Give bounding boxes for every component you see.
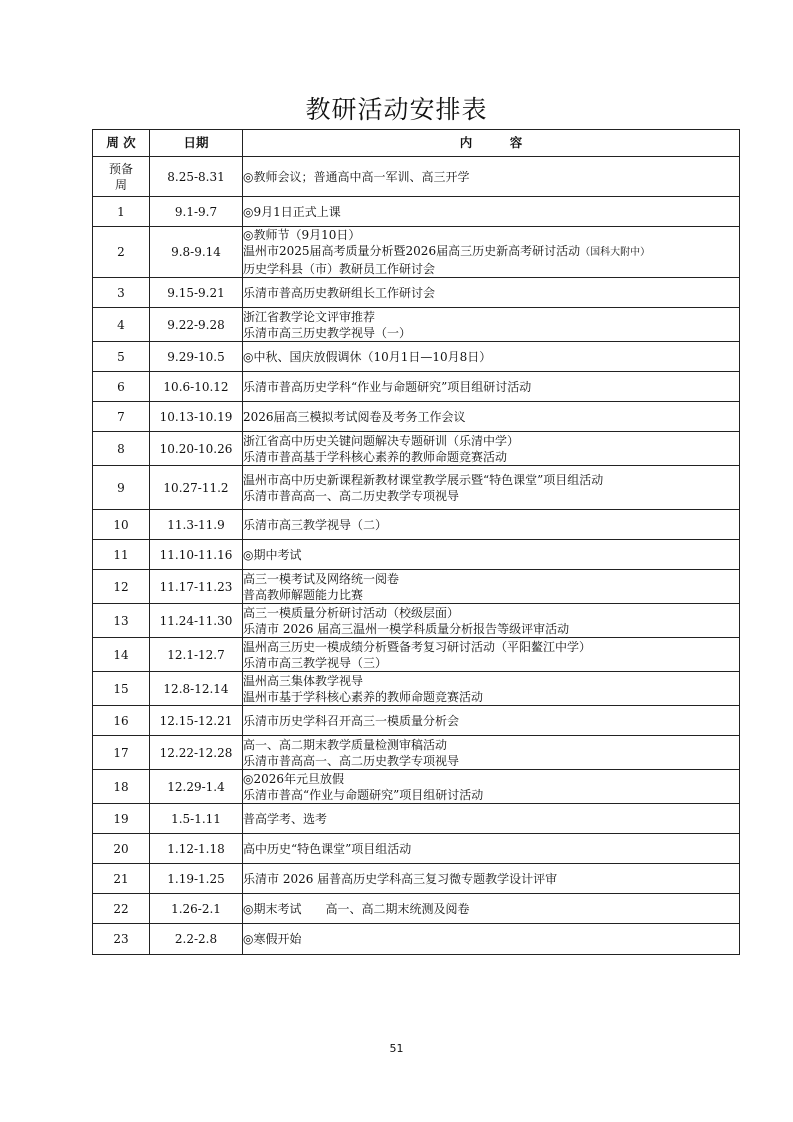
content-cell [243, 157, 740, 197]
date-cell: 1.12-1.18 [150, 834, 243, 864]
table-row [93, 540, 740, 570]
table-row [93, 604, 740, 638]
content-line-text: 乐清市普高基于学科核心素养的教师命题竞赛活动 [243, 449, 508, 464]
content-cell [243, 770, 740, 804]
content-line-text: 乐清市高三教学视导（二） [243, 517, 388, 532]
table-row [93, 432, 740, 466]
content-line-text: ◎寒假开始 [243, 932, 302, 946]
content-line [243, 243, 739, 261]
date-cell: 1.19-1.25 [150, 864, 243, 894]
table-row [93, 894, 740, 924]
content-line-text: 乐清市普高高一、高二历史教学专项视导 [243, 488, 460, 503]
table-row [93, 638, 740, 672]
content-cell [243, 432, 740, 466]
content-cell [243, 278, 740, 308]
week-cell: 22 [93, 894, 150, 924]
page-number: 51 [389, 1042, 404, 1055]
content-cell [243, 197, 740, 227]
content-cell [243, 372, 740, 402]
week-cell: 16 [93, 706, 150, 736]
table-row [93, 570, 740, 604]
content-line-text: ◎教师会议；普通高中高一军训、高三开学 [243, 169, 470, 184]
content-line [243, 639, 739, 655]
week-cell: 9 [93, 466, 150, 510]
week-cell: 21 [93, 864, 150, 894]
schedule-table [92, 129, 740, 955]
week-cell: 19 [93, 804, 150, 834]
table-row [93, 834, 740, 864]
date-cell: 9.8-9.14 [150, 227, 243, 278]
table-row [93, 278, 740, 308]
content-line-text: 乐清市 2026 届普高历史学科高三复习微专题教学设计评审 [243, 871, 558, 886]
table-row [93, 342, 740, 372]
content-line-text: 温州高三历史一模成绩分析暨备考复习研讨活动（平阳鳌江中学） [243, 639, 592, 654]
content-line [243, 655, 739, 671]
content-line [243, 787, 739, 803]
week-cell: 14 [93, 638, 150, 672]
week-cell: 2 [93, 227, 150, 278]
content-cell [243, 804, 740, 834]
content-line [243, 349, 739, 365]
content-line-text: ◎期中考试 [243, 547, 302, 562]
week-cell: 13 [93, 604, 150, 638]
content-cell [243, 864, 740, 894]
content-line [243, 841, 739, 857]
week-cell: 12 [93, 570, 150, 604]
week-cell: 4 [93, 308, 150, 342]
date-cell: 10.13-10.19 [150, 402, 243, 432]
date-cell: 11.10-11.16 [150, 540, 243, 570]
week-cell: 1 [93, 197, 150, 227]
week-cell: 6 [93, 372, 150, 402]
date-cell: 12.1-12.7 [150, 638, 243, 672]
week-cell: 5 [93, 342, 150, 372]
date-cell: 1.5-1.11 [150, 804, 243, 834]
content-line-text: 乐清市普高历史学科“作业与命题研究”项目组研讨活动 [243, 379, 532, 394]
content-line-text: 温州高三集体教学视导 [243, 673, 364, 688]
content-line [243, 713, 739, 729]
date-cell: 9.22-9.28 [150, 308, 243, 342]
date-cell: 11.3-11.9 [150, 510, 243, 540]
content-cell [243, 570, 740, 604]
content-line-text: ◎2026年元旦放假 [243, 771, 345, 786]
content-line [243, 621, 739, 637]
date-cell: 11.17-11.23 [150, 570, 243, 604]
week-cell: 7 [93, 402, 150, 432]
content-cell [243, 924, 740, 955]
week-cell: 10 [93, 510, 150, 540]
week-cell: 17 [93, 736, 150, 770]
table-row [93, 706, 740, 736]
content-line-text: 普高学考、选考 [243, 811, 328, 826]
table-row [93, 466, 740, 510]
table-row [93, 924, 740, 955]
table-row [93, 770, 740, 804]
content-line-text: ◎中秋、国庆放假调休（10月1日—10月8日） [243, 349, 492, 364]
content-cell [243, 604, 740, 638]
content-cell [243, 894, 740, 924]
content-line [243, 517, 739, 533]
content-line [243, 689, 739, 705]
date-cell: 11.24-11.30 [150, 604, 243, 638]
content-line [243, 449, 739, 465]
content-cell [243, 342, 740, 372]
table-row [93, 157, 740, 197]
content-line [243, 379, 739, 395]
table-row [93, 736, 740, 770]
content-line-text: ◎教师节（9月10日） [243, 228, 361, 242]
content-line-text: 温州市高中历史新课程新教材课堂教学展示暨“特色课堂”项目组活动 [243, 472, 604, 487]
content-cell [243, 510, 740, 540]
table-row [93, 402, 740, 432]
content-line-text: 高三一模考试及网络统一阅卷 [243, 571, 400, 586]
table-row [93, 510, 740, 540]
table-row [93, 864, 740, 894]
content-cell [243, 540, 740, 570]
content-line [243, 325, 739, 341]
content-cell [243, 402, 740, 432]
content-line [243, 571, 739, 587]
content-cell [243, 834, 740, 864]
content-line-text: 乐清市普高“作业与命题研究”项目组研讨活动 [243, 787, 484, 802]
date-cell: 9.1-9.7 [150, 197, 243, 227]
content-line [243, 227, 739, 243]
content-line [243, 871, 739, 887]
content-line-text: ◎期末考试 高一、高二期末统测及阅卷 [243, 901, 470, 916]
content-line-text: 乐清市高三历史教学视导（一） [243, 325, 412, 340]
content-cell [243, 638, 740, 672]
content-line-text: 乐清市高三教学视导（三） [243, 655, 388, 670]
content-line [243, 771, 739, 787]
week-cell: 23 [93, 924, 150, 955]
content-line [243, 309, 739, 325]
content-line [243, 409, 739, 425]
content-line-text: 温州市2025届高考质量分析暨2026届高三历史新高考研讨活动 [243, 244, 581, 258]
date-cell: 10.27-11.2 [150, 466, 243, 510]
content-line [243, 811, 739, 827]
content-line [243, 605, 739, 621]
content-cell [243, 308, 740, 342]
content-cell [243, 672, 740, 706]
content-line [243, 433, 739, 449]
date-cell: 10.6-10.12 [150, 372, 243, 402]
date-cell: 12.22-12.28 [150, 736, 243, 770]
table-row [93, 197, 740, 227]
date-cell: 1.26-2.1 [150, 894, 243, 924]
content-line-text: 高三一模质量分析研讨活动（校级层面） [243, 605, 460, 620]
content-line-text: 乐清市 2026 届高三温州一模学科质量分析报告等级评审活动 [243, 621, 570, 636]
content-line-text: 2026届高三模拟考试阅卷及考务工作会议 [243, 409, 466, 424]
date-cell: 12.8-12.14 [150, 672, 243, 706]
content-line [243, 547, 739, 563]
content-cell [243, 706, 740, 736]
content-line [243, 169, 739, 185]
content-line-text: ◎9月1日正式上课 [243, 204, 341, 219]
week-cell: 3 [93, 278, 150, 308]
content-line-text: 乐清市普高历史教研组长工作研讨会 [243, 285, 436, 300]
content-cell [243, 227, 740, 278]
table-row [93, 672, 740, 706]
date-cell: 10.20-10.26 [150, 432, 243, 466]
content-line [243, 673, 739, 689]
content-line-text: 乐清市普高高一、高二历史教学专项视导 [243, 753, 460, 768]
content-cell [243, 466, 740, 510]
date-cell: 12.29-1.4 [150, 770, 243, 804]
content-cell [243, 736, 740, 770]
table-body [93, 157, 740, 955]
content-line [243, 488, 739, 504]
content-line-text: 历史学科县（市）教研员工作研讨会 [243, 262, 436, 276]
content-line-text: 乐清市历史学科召开高三一模质量分析会 [243, 713, 460, 728]
content-line-text: 浙江省高中历史关键问题解决专题研训（乐清中学） [243, 433, 520, 448]
content-line [243, 285, 739, 301]
content-line [243, 931, 739, 947]
table-row [93, 227, 740, 278]
week-cell: 8 [93, 432, 150, 466]
content-note: （国科大附中） [580, 247, 651, 258]
content-line [243, 472, 739, 488]
week-cell: 20 [93, 834, 150, 864]
table-row [93, 372, 740, 402]
table-row [93, 804, 740, 834]
table-header-row [93, 130, 740, 157]
week-cell: 15 [93, 672, 150, 706]
content-line [243, 737, 739, 753]
date-cell: 12.15-12.21 [150, 706, 243, 736]
date-cell: 8.25-8.31 [150, 157, 243, 197]
header-date: 日期 [150, 130, 243, 157]
content-line [243, 261, 739, 277]
date-cell: 2.2-2.8 [150, 924, 243, 955]
content-line-text: 浙江省教学论文评审推荐 [243, 309, 376, 324]
table-row [93, 308, 740, 342]
date-cell: 9.29-10.5 [150, 342, 243, 372]
header-content: 内 容 [243, 130, 740, 157]
content-line [243, 587, 739, 603]
header-week: 周 次 [93, 130, 150, 157]
content-line [243, 753, 739, 769]
content-line-text: 高一、高二期末教学质量检测审稿活动 [243, 737, 448, 752]
content-line-text: 高中历史“特色课堂”项目组活动 [243, 841, 412, 856]
content-line [243, 901, 739, 917]
content-line [243, 204, 739, 220]
date-cell: 9.15-9.21 [150, 278, 243, 308]
week-cell: 11 [93, 540, 150, 570]
week-cell: 18 [93, 770, 150, 804]
week-cell: 预备周 [93, 157, 150, 197]
content-line-text: 温州市基于学科核心素养的教师命题竞赛活动 [243, 689, 484, 704]
page-title: 教研活动安排表 [305, 95, 488, 124]
content-line-text: 普高教师解题能力比赛 [243, 587, 364, 602]
